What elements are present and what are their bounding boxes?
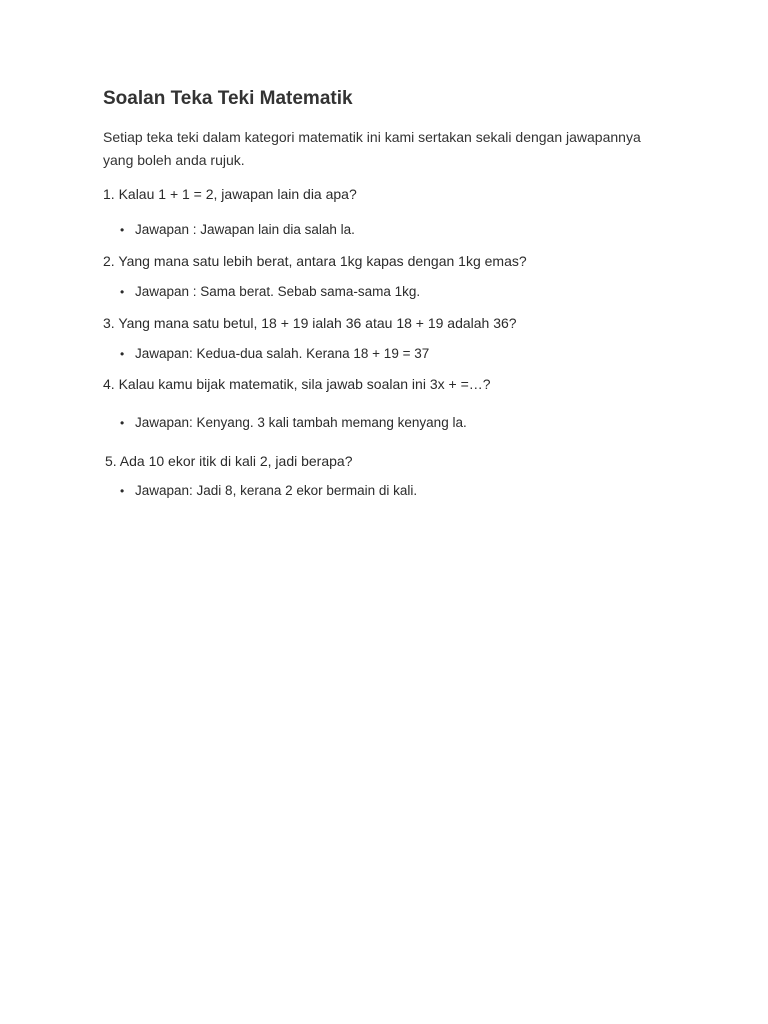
answer-2 [103, 282, 663, 302]
answer-5-text: Jawapan: Jadi 8, kerana 2 ekor bermain di kali. [135, 483, 418, 498]
bullet-icon: • [120, 223, 125, 237]
answer-list-1 [103, 220, 663, 240]
question-2: 2. Yang mana satu lebih berat, antara 1kg kapas dengan 1kg emas? [103, 253, 527, 269]
answer-5 [103, 481, 663, 501]
question-3: 3. Yang mana satu betul, 18 + 19 ialah 36 atau 18 + 19 adalah 36? [103, 315, 517, 331]
bullet-icon: • [120, 416, 125, 430]
answer-2-text: Jawapan : Sama berat. Sebab sama-sama 1kg. [135, 284, 421, 299]
answer-1 [103, 220, 663, 240]
answer-3-text: Jawapan: Kedua-dua salah. Kerana 18 + 19 = 37 [135, 346, 430, 361]
intro-paragraph: Setiap teka teki dalam kategori matematik ini kami sertakan sekali dengan jawapannya yang boleh anda rujuk. [103, 129, 641, 168]
answer-3 [103, 344, 663, 364]
question-4: 4. Kalau kamu bijak matematik, sila jawab soalan ini 3x + =…? [103, 376, 491, 392]
answer-list-5 [103, 481, 663, 501]
answer-list-4 [103, 413, 663, 433]
page-title: Soalan Teka Teki Matematik [103, 88, 353, 109]
question-5: 5. Ada 10 ekor itik di kali 2, jadi berapa? [105, 453, 353, 469]
answer-list-3 [103, 344, 663, 364]
question-1: 1. Kalau 1 + 1 = 2, jawapan lain dia apa? [103, 186, 357, 202]
answer-1-text: Jawapan : Jawapan lain dia salah la. [135, 222, 355, 237]
bullet-icon: • [120, 347, 125, 361]
bullet-icon: • [120, 484, 125, 498]
answer-4-text: Jawapan: Kenyang. 3 kali tambah memang kenyang la. [135, 415, 467, 430]
answer-4 [103, 413, 663, 433]
bullet-icon: • [120, 285, 125, 299]
document-page [103, 86, 663, 501]
answer-list-2 [103, 282, 663, 302]
